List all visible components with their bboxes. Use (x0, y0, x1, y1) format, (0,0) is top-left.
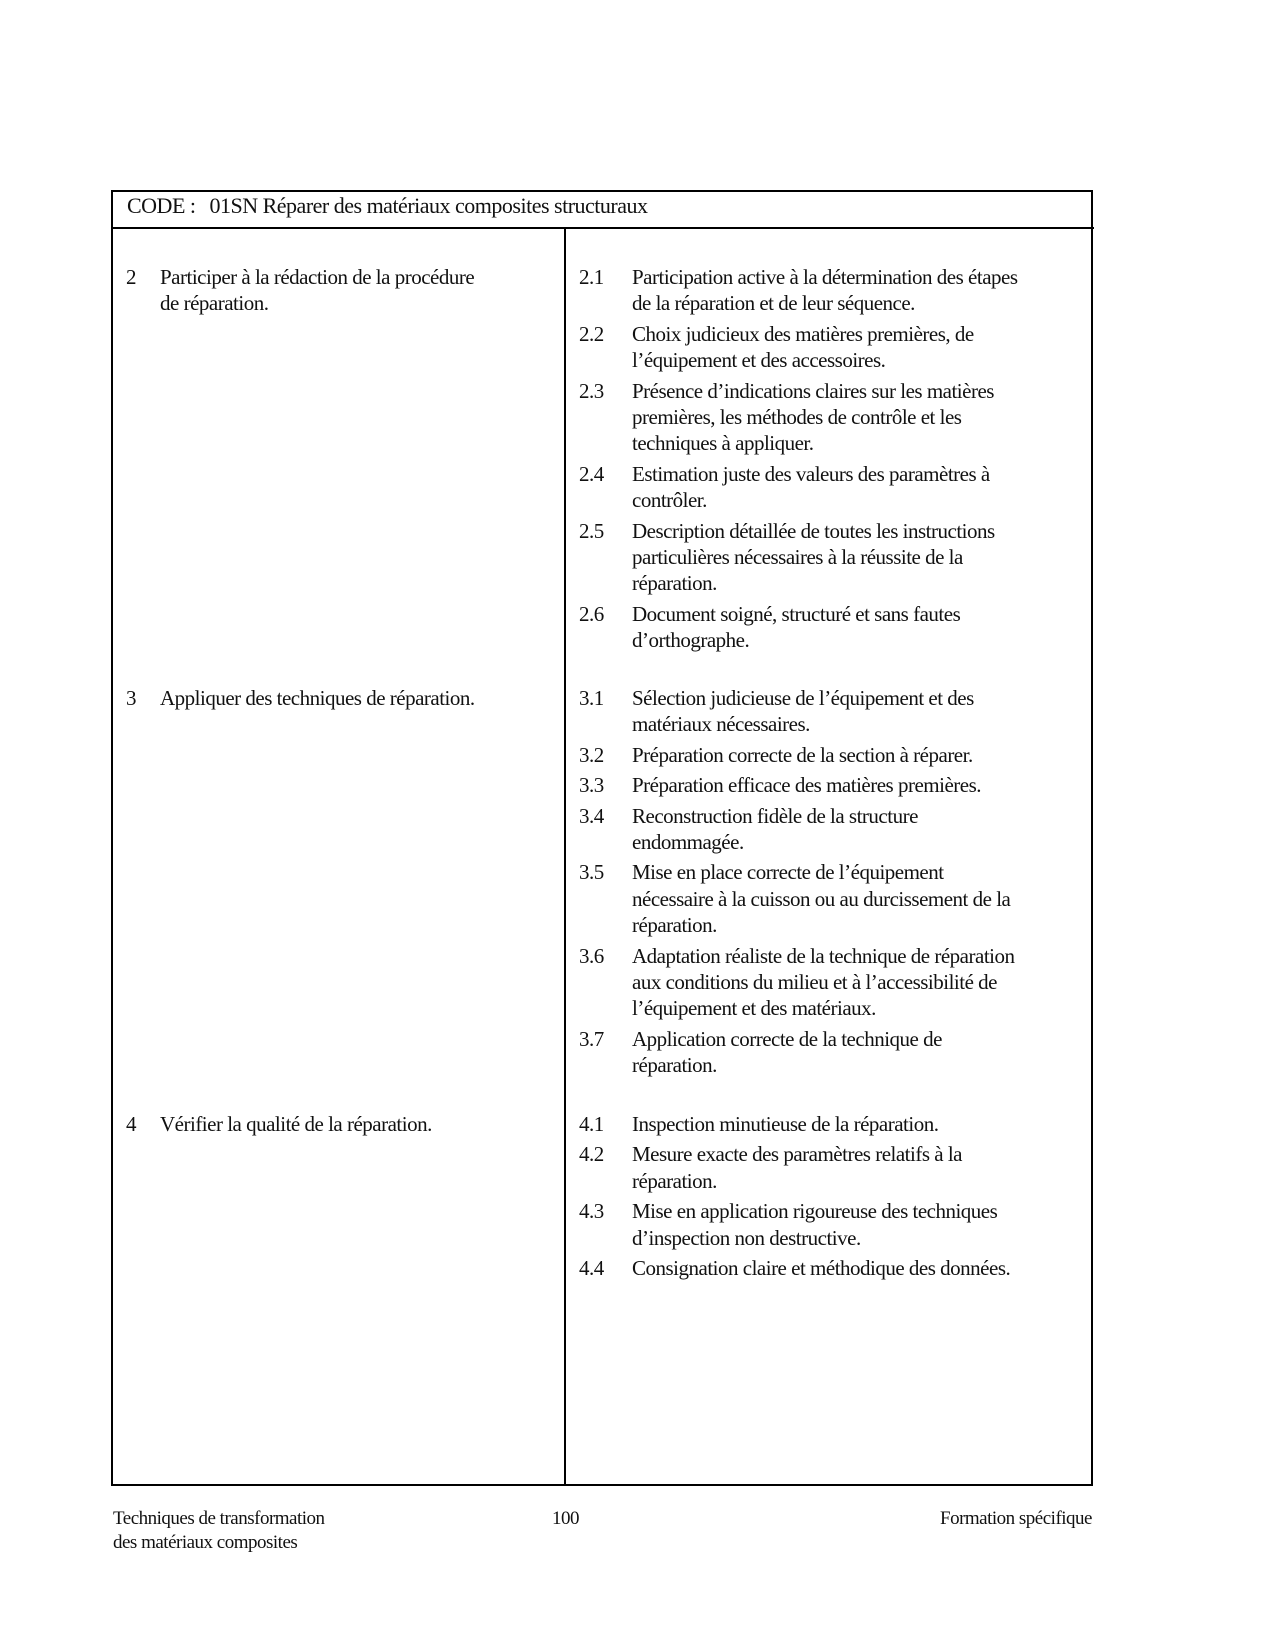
criterion-item (579, 321, 1089, 374)
criterion-text: Mise en place correcte de l’équipement nécessaire à la cuisson ou au durcissement de la réparation. (632, 860, 1011, 938)
criterion-text: Description détaillée de toutes les instructions particulières nécessaires à la réussite de la réparation. (632, 518, 995, 596)
criterion-text: Sélection judicieuse de l’équipement et des matériaux nécessaires. (632, 686, 974, 737)
column-divider (564, 228, 566, 1486)
criterion-number: 2.1 (579, 265, 604, 289)
criterion-number: 3.2 (579, 742, 604, 767)
page-number: 100 (552, 1508, 579, 1529)
criterion-text: Mise en application rigoureuse des techniques d’inspection non destructive. (632, 1199, 998, 1250)
criterion-number: 3.4 (579, 803, 604, 828)
criterion-item (579, 378, 1089, 457)
criterion-number: 2.2 (579, 321, 604, 346)
criterion-number: 3.1 (579, 686, 604, 710)
criterion-number: 2.6 (579, 601, 604, 626)
criterion-item (579, 742, 1089, 768)
criterion-item (579, 859, 1089, 938)
competence-number: 2 (126, 265, 136, 289)
criteria-list (579, 1111, 1089, 1285)
criterion-item (579, 772, 1089, 798)
criterion-number: 4.4 (579, 1256, 604, 1281)
criterion-item (579, 803, 1089, 856)
footer-program: Techniques de transformation des matériaux composites (113, 1508, 325, 1553)
competence-number: 3 (126, 686, 136, 710)
competence-text: Appliquer des techniques de réparation. (160, 686, 475, 710)
code-title: 01SN Réparer des matériaux composites structuraux (209, 193, 648, 218)
criterion-text: Mesure exacte des paramètres relatifs à la réparation. (632, 1142, 962, 1193)
criterion-text: Document soigné, structuré et sans fautes d’orthographe. (632, 601, 961, 653)
criterion-item (579, 1198, 1089, 1251)
criterion-item (579, 461, 1089, 514)
criterion-item (579, 1026, 1089, 1079)
criterion-number: 4.2 (579, 1142, 604, 1167)
criterion-text: Application correcte de la technique de réparation. (632, 1026, 942, 1078)
criterion-number: 2.4 (579, 461, 604, 486)
criterion-number: 3.7 (579, 1026, 604, 1051)
criterion-number: 3.5 (579, 860, 604, 885)
criterion-number: 4.1 (579, 1112, 604, 1136)
criterion-number: 4.3 (579, 1199, 604, 1224)
criterion-text: Consignation claire et méthodique des données. (632, 1256, 1011, 1281)
criterion-text: Choix judicieux des matières premières, de l’équipement et des accessoires. (632, 321, 974, 373)
header-divider (111, 227, 1094, 229)
criterion-text: Adaptation réaliste de la technique de réparation aux conditions du milieu et à l’accessibilité de l’équipement et des matériaux. (632, 943, 1015, 1021)
criterion-text: Préparation efficace des matières premières. (632, 773, 982, 798)
criterion-item (579, 1141, 1089, 1194)
criterion-item (579, 1255, 1089, 1281)
criterion-number: 2.3 (579, 378, 604, 403)
code-header (127, 193, 647, 219)
criterion-item (579, 264, 1089, 317)
criterion-text: Préparation correcte de la section à réparer. (632, 742, 973, 767)
criterion-item (579, 685, 1089, 738)
competence-text: Vérifier la qualité de la réparation. (160, 1112, 432, 1136)
footer-section: Formation spécifique (940, 1508, 1092, 1529)
criteria-list (579, 264, 1089, 658)
criterion-number: 2.5 (579, 518, 604, 543)
criterion-number: 3.3 (579, 773, 604, 798)
code-label: CODE : (127, 193, 196, 218)
competence-number: 4 (126, 1112, 136, 1136)
criterion-item (579, 518, 1089, 597)
criterion-text: Inspection minutieuse de la réparation. (632, 1112, 939, 1136)
criterion-text: Présence d’indications claires sur les matières premières, les méthodes de contrôle et les techniques à appliquer. (632, 378, 994, 456)
criterion-text: Participation active à la détermination des étapes de la réparation et de leur séquence. (632, 265, 1018, 316)
criterion-text: Reconstruction fidèle de la structure endommagée. (632, 803, 918, 855)
criteria-list (579, 685, 1089, 1083)
competence-text: Participer à la rédaction de la procédure de réparation. (160, 265, 475, 316)
criterion-item (579, 1111, 1089, 1137)
criterion-number: 3.6 (579, 943, 604, 968)
criterion-item (579, 943, 1089, 1022)
criterion-text: Estimation juste des valeurs des paramètres à contrôler. (632, 461, 990, 513)
criterion-item (579, 601, 1089, 654)
